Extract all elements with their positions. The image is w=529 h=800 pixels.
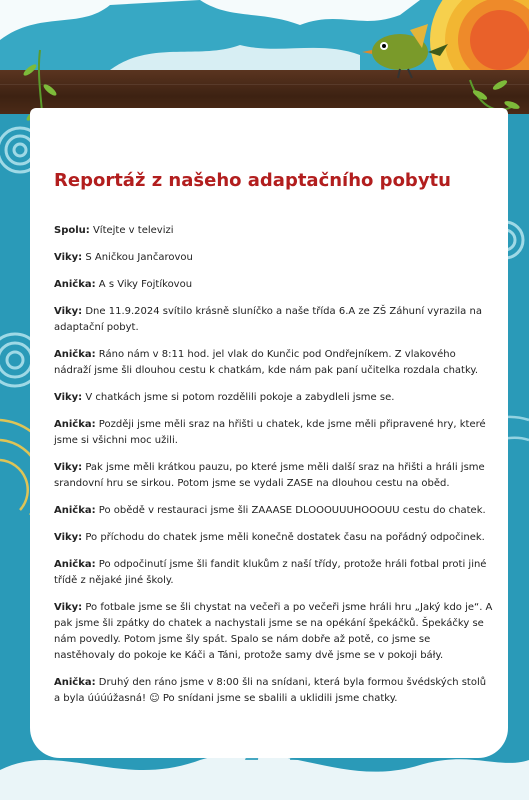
dialogue-paragraph [54,277,494,293]
paragraph-text: Dne 11.9.2024 svítilo krásně sluníčko a naše třída 6.A ze ZŠ Záhuní vyrazila na adaptační pobyt. [54,306,482,333]
bird-icon [360,22,450,82]
dialogue-paragraph [54,223,494,239]
speaker-label: Viky: [54,392,83,403]
speaker-label: Anička: [54,279,96,290]
speaker-label: Viky: [54,306,83,317]
page-title: Reportáž z našeho adaptačního pobytu [54,170,451,191]
speaker-label: Viky: [54,532,83,543]
paragraph-text: Později jsme měli sraz na hřišti u chatek, kde jsme měli připravené hry, které jsme si všichni moc užili. [54,419,486,446]
dialogue-paragraph [54,675,494,707]
paragraph-text: Po fotbale jsme se šli chystat na večeři a po večeři jsme hráli hru „Jaký kdo je“. A pak jsme šli zpátky do chatek a nachystali jsme se na opékání špekáčků. Špekáčky se nám povedly. Potom jsme šly spát. Spalo se nám dobře až potě, co jsme se nastěhovaly do pokoje ke Káči a Táni, protože samy dvě jsme se v pokoji báły. [54,602,493,661]
dialogue-paragraph [54,390,494,406]
speaker-label: Anička: [54,677,96,688]
paragraph-text: V chatkách jsme si potom rozdělili pokoje a zabydleli jsme se. [82,392,395,403]
dialogue-paragraph [54,503,494,519]
speaker-label: Viky: [54,602,83,613]
speaker-label: Anička: [54,349,96,360]
paragraph-text: Vítejte v televizi [89,225,174,236]
dialogue-paragraph [54,460,494,492]
dialogue-paragraph [54,600,494,664]
paragraph-list [54,223,494,707]
speaker-label: Anička: [54,559,96,570]
paragraph-text: Po příchodu do chatek jsme měli konečně dostatek času na pořádný odpočinek. [82,532,485,543]
dialogue-paragraph [54,250,494,266]
paragraph-text: Po odpočinutí jsme šli fandit klukům z naší třídy, protože hráli fotbal proti jiné třídě z nějaké jiné školy. [54,559,487,586]
paragraph-text: Ráno nám v 8:11 hod. jel vlak do Kunčic pod Ondřejníkem. Z vlakového nádraží jsme šli dlouhou cestu k chatkám, kde nám pak paní učitelka rozdala chatky. [54,349,479,376]
speaker-label: Anička: [54,419,96,430]
paragraph-text: A s Viky Fojtíkovou [95,279,193,290]
paragraph-text: Po obědě v restauraci jsme šli ZAAASE DLOOOUUUHOOOUU cestu do chatek. [95,505,486,516]
article [54,170,494,707]
paragraph-text: Druhý den ráno jsme v 8:00 šli na snídani, která byla formou švédských stolů a byla úúúúžasná! ☺ Po snídani jsme se sbalili a uklidili jsme chatky. [54,677,487,704]
dialogue-paragraph [54,347,494,379]
dialogue-paragraph [54,304,494,336]
speaker-label: Spolu: [54,225,90,236]
paragraph-text: Pak jsme měli krátkou pauzu, po které jsme měli další sraz na hřišti a hráli jsme srandovní hru se sirkou. Potom jsme se vydali ZASE na dlouhou cestu na oběd. [54,462,485,489]
dialogue-paragraph [54,530,494,546]
dialogue-paragraph [54,417,494,449]
speaker-label: Viky: [54,462,83,473]
speaker-label: Viky: [54,252,83,263]
paragraph-text: S Aničkou Jančarovou [82,252,193,263]
speaker-label: Anička: [54,505,96,516]
dialogue-paragraph [54,557,494,589]
